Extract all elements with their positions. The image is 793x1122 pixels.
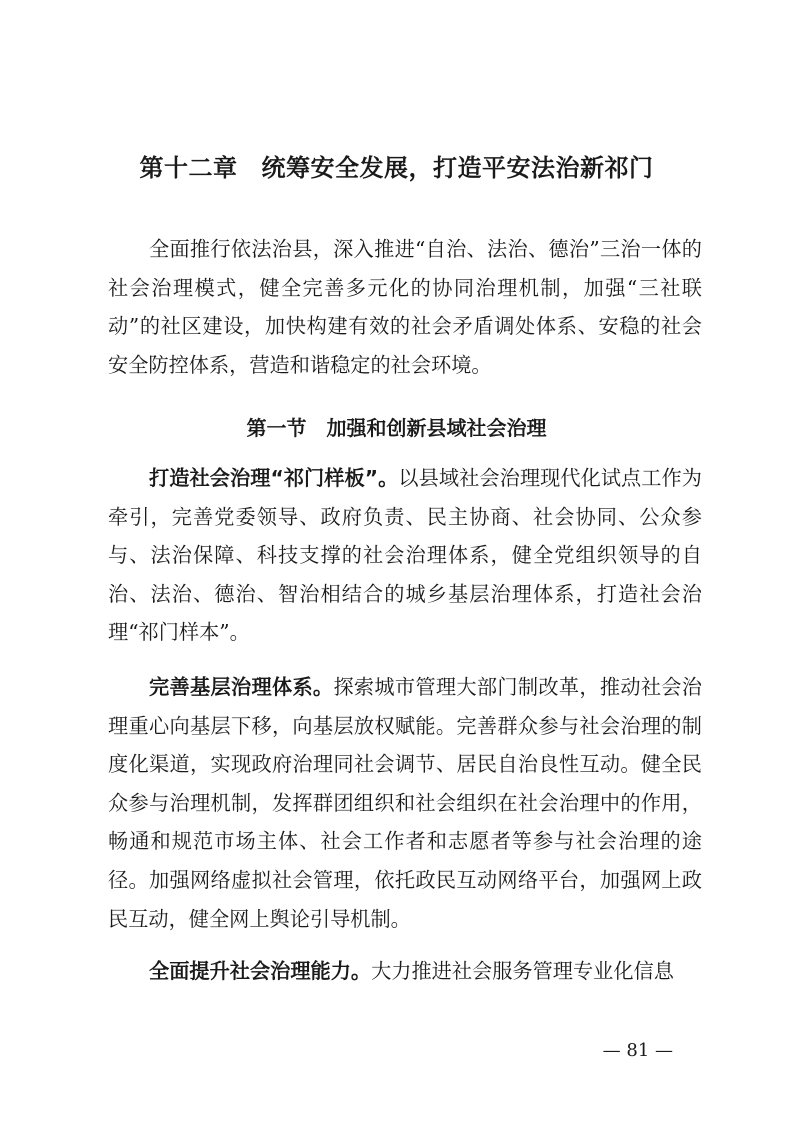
section-number: 第一节 — [246, 416, 307, 440]
paragraph-body: 以县域社会治理现代化试点工作为牵引，完善党委领导、政府负责、民主协商、社会协同、公众参与、法治保障、科技支撑的社会治理体系，健全党组织领导的自治、法治、德治、智治相结合的城乡基层治理体系，打造社会治理“祁门样本”。 — [108, 466, 702, 645]
paragraph-body: 探索城市管理大部门制改革，推动社会治理重心向基层下移，向基层放权赋能。完善群众参与社会治理的制度化渠道，实现政府治理同社会调节、居民自治良性互动。健全民众参与治理机制，发挥群团组织和社会组织在社会治理中的作用，畅通和规范市场主体、社会工作者和志愿者等参与社会治理的途径。加强网络虚拟社会管理，依托政民互动网络平台，加强网上政民互动，健全网上舆论引导机制。 — [108, 675, 702, 931]
page-number: — 81 — — [602, 1040, 673, 1061]
section-title — [0, 412, 793, 441]
paragraph-lead: 全面提升社会治理能力。 — [149, 959, 372, 983]
paragraph-governance-model — [108, 459, 702, 652]
chapter-intro-paragraph: 全面推行依法治县，深入推进“自治、法治、德治”三治一体的社会治理模式，健全完善多元化的协同治理机制，加强“三社联动”的社区建设，加快构建有效的社会矛盾调处体系、安稳的社会安全防控体系，营造和谐稳定的社会环境。 — [108, 237, 702, 377]
paragraph-lead: 完善基层治理体系。 — [149, 675, 334, 699]
paragraph-body: 大力推进社会服务管理专业化信息 — [371, 959, 674, 983]
chapter-title — [0, 148, 793, 183]
section-title-text: 加强和创新县域社会治理 — [326, 416, 547, 440]
chapter-title-text: 统筹安全发展，打造平安法治新祁门 — [261, 154, 654, 182]
paragraph-grassroots-system — [108, 668, 702, 938]
paragraph-governance-capacity — [108, 952, 702, 991]
chapter-number: 第十二章 — [139, 154, 238, 182]
paragraph-lead: 打造社会治理“祁门样板”。 — [149, 466, 399, 490]
